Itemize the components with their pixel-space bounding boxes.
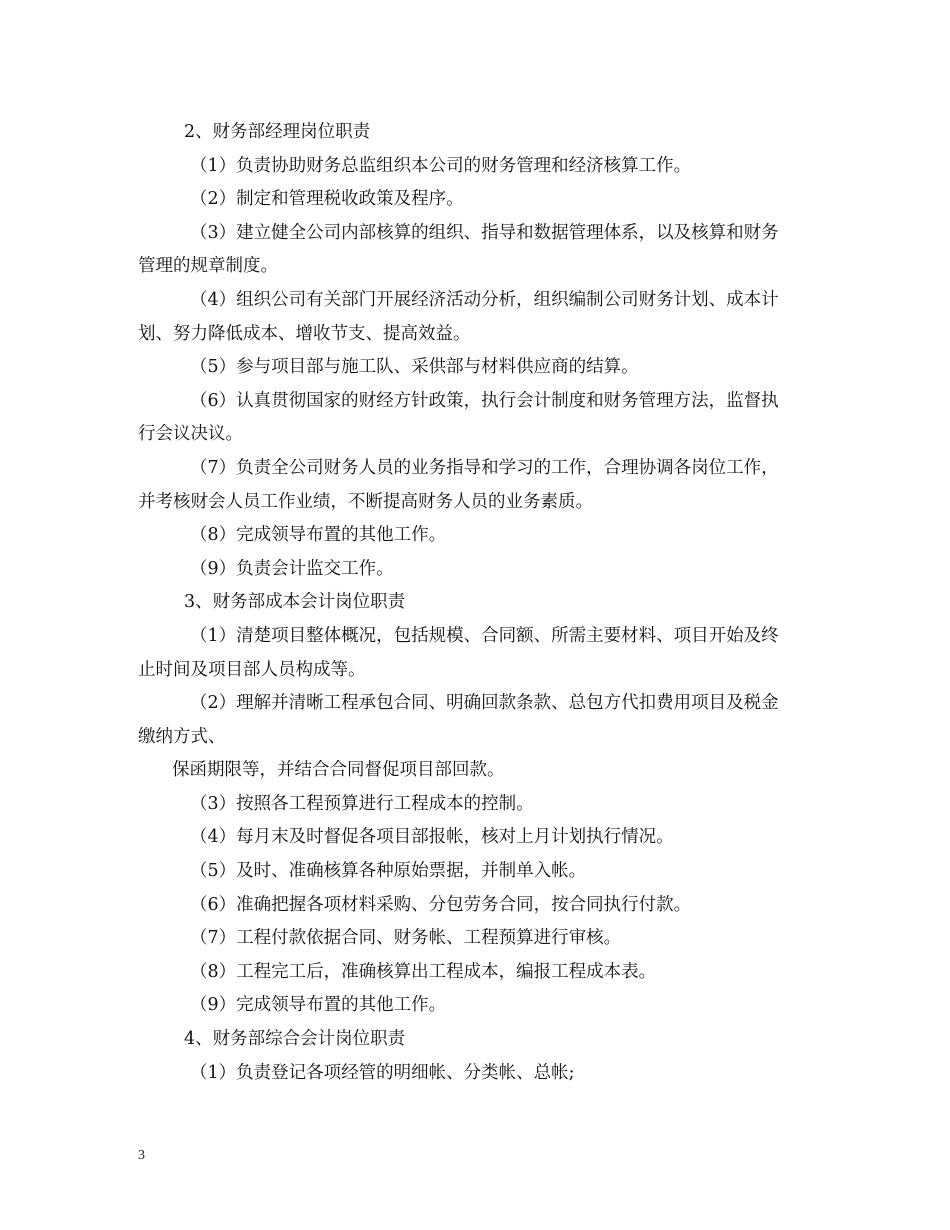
paragraph-line: （6）认真贯彻国家的财经方针政策，执行会计制度和财务管理方法，监督执 — [190, 390, 779, 411]
paragraph-line: （1）负责协助财务总监组织本公司的财务管理和经济核算工作。 — [190, 155, 692, 176]
paragraph-line: 止时间及项目部人员构成等。 — [138, 659, 366, 680]
paragraph-line: （7）负责全公司财务人员的业务指导和学习的工作，合理协调各岗位工作， — [190, 457, 779, 478]
paragraph-line: （8）工程完工后，准确核算出工程成本，编报工程成本表。 — [190, 961, 657, 982]
paragraph-line: （1）清楚项目整体概况，包括规模、合同额、所需主要材料、项目开始及终 — [190, 625, 779, 646]
paragraph-line: （3）按照各工程预算进行工程成本的控制。 — [190, 793, 534, 814]
paragraph-line: （2）制定和管理税收政策及程序。 — [190, 189, 464, 210]
paragraph-line: 并考核财会人员工作业绩，不断提高财务人员的业务素质。 — [138, 491, 593, 512]
section-heading: 3、财务部成本会计岗位职责 — [184, 592, 406, 613]
paragraph-line: （9）完成领导布置的其他工作。 — [190, 995, 447, 1016]
paragraph-line: （8）完成领导布置的其他工作。 — [190, 525, 447, 546]
section-heading: 2、财务部经理岗位职责 — [184, 122, 371, 142]
paragraph-line: （7）工程付款依据合同、财务帐、工程预算进行审核。 — [190, 928, 622, 949]
paragraph-line: （6）准确把握各项材料采购、分包劳务合同，按合同执行付款。 — [190, 894, 692, 915]
paragraph-line: （5）参与项目部与施工队、采供部与材料供应商的结算。 — [190, 357, 639, 378]
paragraph-line: （3）建立健全公司内部核算的组织、指导和数据管理体系，以及核算和财务 — [190, 222, 779, 243]
paragraph-line: （1）负责登记各项经管的明细帐、分类帐、总帐; — [190, 1062, 575, 1083]
page-number: 3 — [138, 1148, 145, 1163]
paragraph-line: （2）理解并清晰工程承包合同、明确回款条款、总包方代扣费用项目及税金 — [190, 693, 779, 714]
paragraph-line: （9）负责会计监交工作。 — [190, 558, 394, 579]
paragraph-line: 管理的规章制度。 — [138, 256, 278, 277]
section-heading: 4、财务部综合会计岗位职责 — [184, 1029, 406, 1050]
paragraph-line: （5）及时、准确核算各种原始票据，并制单入帐。 — [190, 861, 587, 882]
paragraph-line: 行会议决议。 — [138, 424, 243, 445]
document-body — [138, 116, 818, 1090]
paragraph-line: （4）组织公司有关部门开展经济活动分析，组织编制公司财务计划、成本计 — [190, 289, 779, 310]
paragraph-line: 划、努力降低成本、增收节支、提高效益。 — [138, 323, 471, 344]
paragraph-line: （4）每月末及时督促各项目部报帐，核对上月计划执行情况。 — [190, 827, 674, 848]
paragraph-line: 缴纳方式、 — [138, 726, 226, 747]
paragraph-line: 保函期限等，并结合合同督促项目部回款。 — [172, 760, 505, 781]
